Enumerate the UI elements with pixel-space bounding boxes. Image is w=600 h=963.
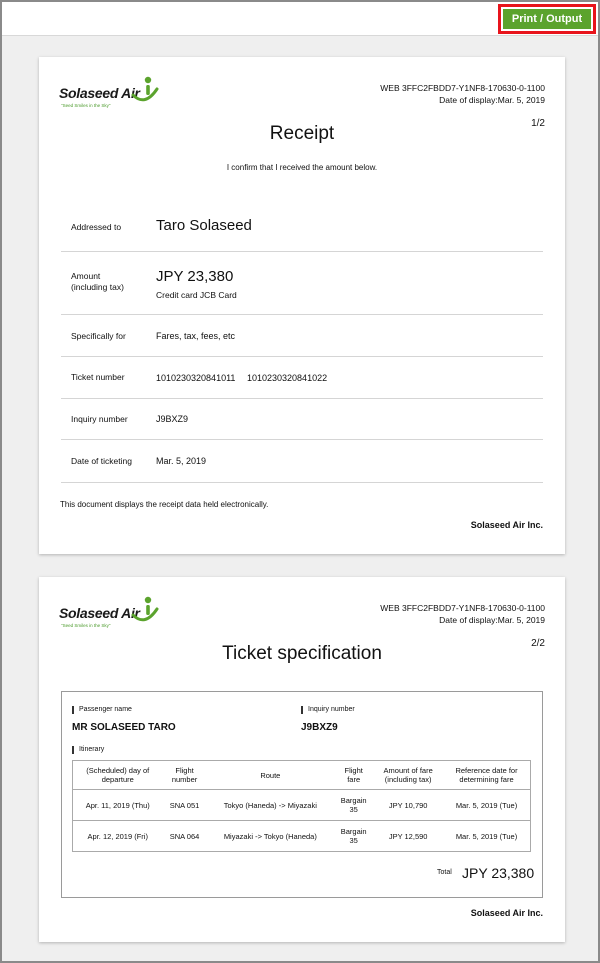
ticketing-date-label: Date of ticketing: [71, 456, 132, 466]
logo-tagline: "Seed Smiles in the Sky": [61, 623, 111, 628]
col-flight-fare: Flight fare: [334, 761, 373, 790]
amount-label-line1: Amount: [71, 271, 101, 281]
solaseed-logo: [59, 75, 169, 115]
specifically-label: Specifically for: [71, 331, 126, 341]
amount-label-line2: (including tax): [71, 282, 124, 292]
smile-logo-icon: [131, 595, 159, 625]
cell-fare: Bargain 35: [334, 821, 373, 852]
table-row: [73, 790, 531, 821]
inquiry-value: J9BXZ9: [156, 414, 189, 424]
amount-label: [71, 271, 124, 293]
cell-fare: Bargain 35: [334, 790, 373, 821]
reference-code: WEB 3FFC2FBDD7-Y1NF8-170630-0-1100: [380, 83, 545, 93]
cell-date: Apr. 11, 2019 (Thu): [73, 790, 163, 821]
col-amount: Amount of fare (including tax): [373, 761, 443, 790]
total-value: JPY 23,380: [462, 865, 535, 881]
cell-flight: SNA 051: [162, 790, 206, 821]
row-date-of-ticketing: [61, 440, 543, 483]
ticket-number-1: 1010230320841011: [156, 373, 236, 383]
company-name: Solaseed Air Inc.: [470, 520, 543, 530]
display-date: Date of display:Mar. 5, 2019: [439, 615, 545, 625]
passenger-label: Passenger name: [72, 706, 132, 714]
ticket-label: Ticket number: [71, 372, 125, 382]
addressed-value: Taro Solaseed: [156, 217, 252, 234]
row-specifically-for: [61, 315, 543, 357]
addressed-label: Addressed to: [71, 222, 122, 232]
logo-wordmark: Solaseed Air: [59, 605, 140, 621]
cell-amount: JPY 10,790: [373, 790, 443, 821]
passenger-value: MR SOLASEED TARO: [72, 722, 176, 733]
cell-ref-date: Mar. 5, 2019 (Tue): [443, 821, 530, 852]
electronic-note: This document displays the receipt data held electronically.: [60, 500, 269, 509]
cell-route: Tokyo (Haneda) -> Miyazaki: [207, 790, 335, 821]
cell-amount: JPY 12,590: [373, 821, 443, 852]
confirm-text: I confirm that I received the amount below.: [226, 163, 378, 172]
total-label: Total: [437, 869, 452, 876]
reference-block: [380, 602, 545, 626]
top-toolbar: [2, 2, 598, 36]
receipt-page: [39, 57, 565, 554]
cell-route: Miyazaki -> Tokyo (Haneda): [207, 821, 335, 852]
col-reference-date: Reference date for determining fare: [443, 761, 530, 790]
company-name: Solaseed Air Inc.: [470, 908, 543, 918]
logo-tagline: "Seed Smiles in the Sky": [61, 103, 111, 108]
row-addressed-to: [61, 201, 543, 252]
inquiry-value: J9BXZ9: [301, 722, 338, 733]
row-amount: [61, 252, 543, 315]
reference-code: WEB 3FFC2FBDD7-Y1NF8-170630-0-1100: [380, 603, 545, 613]
cell-ref-date: Mar. 5, 2019 (Tue): [443, 790, 530, 821]
logo-wordmark: Solaseed Air: [59, 85, 140, 101]
smile-logo-icon: [131, 75, 159, 105]
page-number: 2/2: [531, 638, 545, 649]
spec-box: [61, 691, 543, 898]
col-departure: (Scheduled) day of departure: [73, 761, 163, 790]
ticket-number-2: 1010230320841022: [247, 373, 328, 383]
ticket-spec-page: [39, 577, 565, 942]
reference-block: [380, 82, 545, 106]
table-header-row: [73, 761, 531, 790]
solaseed-logo: [59, 595, 169, 635]
table-row: [73, 821, 531, 852]
itinerary-table: [72, 760, 531, 852]
ticketing-date-value: Mar. 5, 2019: [156, 456, 207, 466]
itinerary-label: Itinerary: [72, 746, 104, 754]
page-title: Receipt: [269, 123, 335, 144]
col-flight-number: Flight number: [162, 761, 206, 790]
cell-date: Apr. 12, 2019 (Fri): [73, 821, 163, 852]
print-button-highlight: [498, 4, 596, 34]
row-inquiry-number: [61, 399, 543, 440]
row-ticket-number: [61, 357, 543, 399]
specifically-value: Fares, tax, fees, etc: [156, 331, 236, 341]
display-date: Date of display:Mar. 5, 2019: [439, 95, 545, 105]
amount-value: JPY 23,380: [156, 268, 234, 285]
inquiry-label: Inquiry number: [301, 706, 355, 714]
page-title: Ticket specification: [222, 643, 382, 664]
page-number: 1/2: [531, 118, 545, 129]
inquiry-label: Inquiry number: [71, 414, 128, 424]
print-output-button[interactable]: Print / Output: [503, 9, 591, 29]
payment-method: Credit card JCB Card: [156, 290, 237, 300]
col-route: Route: [207, 761, 335, 790]
cell-flight: SNA 064: [162, 821, 206, 852]
